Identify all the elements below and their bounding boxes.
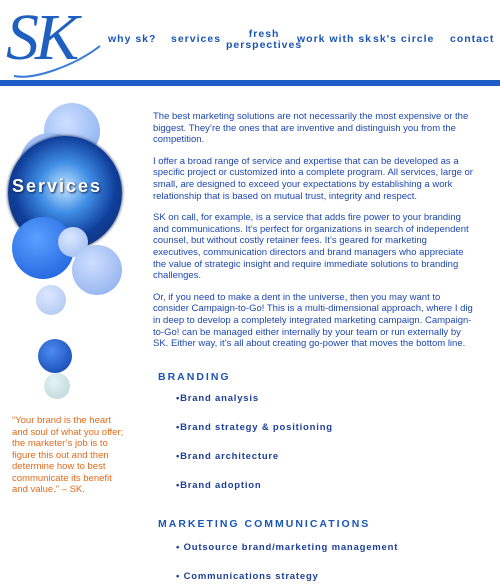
marcom-item-communications[interactable]: • Communications strategy: [176, 571, 319, 582]
branding-item-strategy[interactable]: •Brand strategy & positioning: [176, 422, 333, 433]
branding-item-architecture[interactable]: •Brand architecture: [176, 451, 279, 462]
sk-logo[interactable]: SK: [6, 1, 76, 74]
campaign-paragraph: Or, if you need to make a dent in the universe, then you may want to consider Campaign-to-Go! This is a multi-dimensional approach, where I dig in deep to develop a completely integrated marketing campaign. Campaign-to-Go! can be managed either internally by your team or run externally by SK. Either way, it’s all about creating go-power that moves the bottom line.: [153, 291, 473, 350]
services-bubble-graphic: [0, 95, 130, 405]
nav-services[interactable]: services: [171, 33, 222, 45]
nav-sks-circle[interactable]: sk's circle: [373, 33, 435, 45]
nav-fresh-line1: fresh: [248, 28, 280, 40]
nav-work-with-sk[interactable]: work with sk: [297, 33, 373, 45]
intro-paragraph: The best marketing solutions are not necessarily the most expensive or the biggest. They’re the ones that are inventive and distinguish you from the competition.: [153, 111, 469, 146]
main-content: [153, 111, 473, 360]
branding-heading: BRANDING: [158, 371, 231, 383]
services-image-label: Services: [12, 176, 103, 196]
bubble: [44, 373, 70, 399]
marcom-heading: MARKETING COMMUNICATIONS: [158, 518, 371, 530]
nav-contact[interactable]: contact: [450, 33, 495, 45]
bubble: [36, 285, 66, 315]
header-rule: [0, 80, 500, 86]
branding-item-adoption[interactable]: •Brand adoption: [176, 480, 262, 491]
sk-on-call-paragraph: SK on call, for example, is a service that adds fire power to your branding and communications. It’s perfect for organizations in search of independent counsel, but without costly retainer fees. It’s geared for marketing executives, communication directors and brand managers who appreciate the value of strategic insight and require immediate solutions to branding challenges.: [153, 212, 469, 282]
marcom-item-outsource[interactable]: • Outsource brand/marketing management: [176, 542, 399, 553]
bubble: [38, 339, 72, 373]
services-paragraph: I offer a broad range of service and expertise that can be developed as a specific project or customized into a complete program. All services, large or small, are designed to exceed your expectations by establishing a work relationship that is based on mutual trust, integrity and respect.: [153, 155, 473, 202]
nav-fresh-line2: perspectives: [226, 39, 303, 51]
nav-fresh-perspectives[interactable]: [226, 29, 302, 51]
bubble: [72, 245, 122, 295]
branding-item-analysis[interactable]: •Brand analysis: [176, 393, 259, 404]
site-header: [0, 0, 500, 88]
nav-why-sk[interactable]: why sk?: [108, 33, 157, 45]
sk-quote: “Your brand is the heart and soul of what you offer; the marketer’s job is to figure this out and then determine how to best communicate its benefit and value.” – SK.: [12, 415, 124, 495]
